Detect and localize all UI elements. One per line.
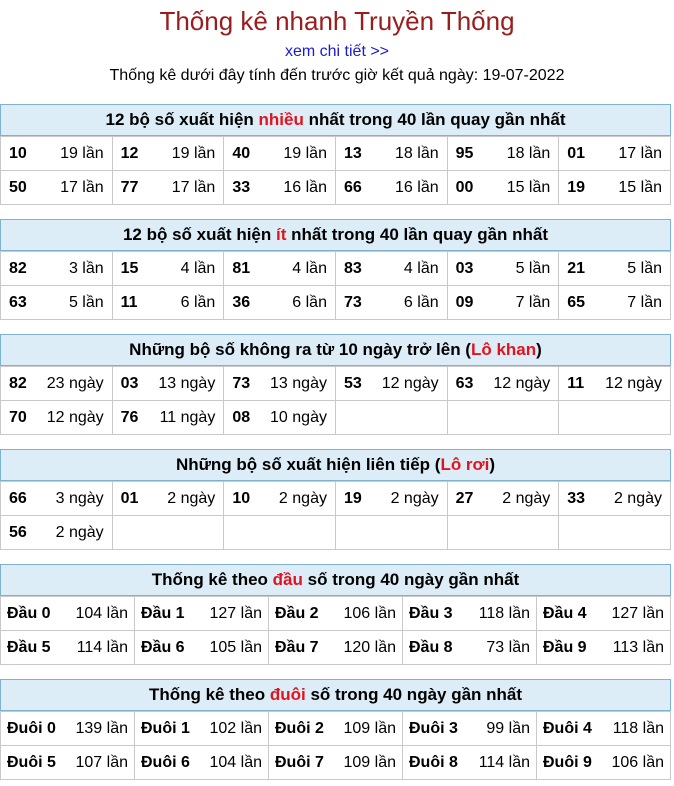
cell-count: 2 ngày xyxy=(278,489,327,507)
cell-count: 106 lần xyxy=(343,604,396,622)
heading-text: ) xyxy=(536,340,542,359)
cell-key: 82 xyxy=(9,259,27,277)
table-cell xyxy=(1,252,113,286)
table-cell xyxy=(224,516,336,550)
heading-highlight: nhiều xyxy=(258,110,304,129)
cell-count: 5 lần xyxy=(515,259,551,277)
table-cell xyxy=(135,631,269,665)
cell-key: 76 xyxy=(120,408,139,426)
table-row xyxy=(1,367,671,401)
cell-count: 19 lần xyxy=(283,144,327,162)
stats-table xyxy=(0,136,671,205)
cell-count: 104 lần xyxy=(209,753,262,771)
table-cell xyxy=(224,286,336,320)
table-cell xyxy=(559,137,671,171)
cell-key: Đầu 7 xyxy=(275,638,319,656)
cell-count: 109 lần xyxy=(343,753,396,771)
table-cell xyxy=(112,252,224,286)
table-cell xyxy=(559,482,671,516)
cell-key: Đầu 5 xyxy=(7,638,51,656)
table-cell xyxy=(403,631,537,665)
cell-key: 81 xyxy=(232,259,251,277)
cell-key: Đầu 6 xyxy=(141,638,185,656)
stats-table xyxy=(0,366,671,435)
stats-table xyxy=(0,251,671,320)
cell-key: 50 xyxy=(9,178,27,196)
heading-highlight: Lô khan xyxy=(470,340,537,359)
cell-count: 16 lần xyxy=(283,178,327,196)
page-title: Thống kê nhanh Truyền Thống xyxy=(159,6,515,36)
cell-key: 12 xyxy=(120,144,139,162)
cell-key: 11 xyxy=(567,374,585,392)
heading-text: nhất trong 40 lần quay gần nhất xyxy=(303,110,566,129)
cell-key: Đuôi 3 xyxy=(409,719,458,737)
table-cell xyxy=(1,286,113,320)
cell-key: Đuôi 4 xyxy=(543,719,592,737)
cell-key: 56 xyxy=(9,523,27,541)
table-cell xyxy=(335,252,447,286)
cell-count: 120 lần xyxy=(343,638,396,656)
table-cell xyxy=(112,137,224,171)
cell-key: Đuôi 9 xyxy=(543,753,592,771)
table-cell xyxy=(135,746,269,780)
cell-key: 01 xyxy=(567,144,586,162)
cell-key: 63 xyxy=(455,374,474,392)
cell-key: Đuôi 2 xyxy=(275,719,324,737)
cell-count: 12 ngày xyxy=(605,374,662,392)
cell-count: 10 ngày xyxy=(270,408,327,426)
cell-count: 102 lần xyxy=(209,719,262,737)
lo-khan-section xyxy=(0,334,671,435)
cell-key: 65 xyxy=(567,293,586,311)
cell-count: 19 lần xyxy=(60,144,104,162)
cell-key: 03 xyxy=(455,259,474,277)
cell-count: 114 lần xyxy=(478,753,530,771)
cell-count: 7 lần xyxy=(515,293,551,311)
heading-text: Thống kê theo xyxy=(148,685,270,704)
cell-key: 36 xyxy=(232,293,251,311)
table-cell xyxy=(269,631,403,665)
table-cell xyxy=(224,367,336,401)
dau-stats-section xyxy=(0,564,671,665)
cell-count: 12 ngày xyxy=(493,374,551,392)
table-cell xyxy=(403,597,537,631)
most-frequent-section xyxy=(0,104,671,205)
cell-count: 106 lần xyxy=(611,753,664,771)
cell-count: 17 lần xyxy=(171,178,216,196)
table-cell xyxy=(224,137,336,171)
cell-key: Đuôi 0 xyxy=(7,719,56,737)
section-heading xyxy=(0,334,671,366)
cell-count: 2 ngày xyxy=(55,523,104,541)
cell-count: 118 lần xyxy=(478,604,530,622)
table-cell xyxy=(537,631,671,665)
table-cell xyxy=(112,482,224,516)
table-cell xyxy=(559,516,671,550)
table-cell xyxy=(1,746,135,780)
cell-count: 18 lần xyxy=(506,144,551,162)
cell-count: 4 lần xyxy=(403,259,439,277)
section-heading xyxy=(0,104,671,136)
cell-count: 5 lần xyxy=(68,293,104,311)
cell-key: 63 xyxy=(9,293,27,311)
table-cell xyxy=(112,367,224,401)
cell-count: 6 lần xyxy=(292,293,327,311)
cell-key: Đầu 3 xyxy=(409,604,453,622)
heading-text: Những bộ số không ra từ 10 ngày trở lên ( xyxy=(129,340,471,359)
cell-key: 10 xyxy=(9,144,27,162)
cell-count: 127 lần xyxy=(611,604,664,622)
cell-key: 27 xyxy=(455,489,474,507)
cell-key: 53 xyxy=(343,374,362,392)
table-cell xyxy=(112,171,224,205)
heading-text: ) xyxy=(489,455,496,474)
cell-count: 13 ngày xyxy=(158,374,216,392)
cell-key: 66 xyxy=(9,489,27,507)
cell-count: 2 ngày xyxy=(613,489,662,507)
table-row xyxy=(1,746,671,780)
cell-count: 13 ngày xyxy=(270,374,327,392)
table-cell xyxy=(1,712,135,746)
cell-key: 11 xyxy=(120,293,138,311)
table-cell xyxy=(269,597,403,631)
table-cell xyxy=(559,171,671,205)
heading-text: nhất trong 40 lần quay gần nhất xyxy=(286,225,549,244)
cell-key: 21 xyxy=(567,259,586,277)
table-cell xyxy=(1,137,113,171)
cell-key: 00 xyxy=(455,178,474,196)
table-cell xyxy=(112,401,224,435)
table-row xyxy=(1,252,671,286)
cell-count: 17 lần xyxy=(60,178,104,196)
table-cell xyxy=(335,171,447,205)
cell-count: 12 ngày xyxy=(46,408,104,426)
section-heading xyxy=(0,219,671,251)
table-cell xyxy=(1,367,113,401)
cell-key: 19 xyxy=(343,489,362,507)
cell-count: 4 lần xyxy=(180,259,216,277)
section-heading xyxy=(0,449,671,481)
table-cell xyxy=(1,482,113,516)
table-cell xyxy=(224,171,336,205)
table-cell xyxy=(403,746,537,780)
table-cell xyxy=(335,367,447,401)
cell-key: 13 xyxy=(343,144,362,162)
cell-count: 18 lần xyxy=(395,144,439,162)
table-cell xyxy=(112,286,224,320)
table-cell xyxy=(559,401,671,435)
cell-count: 107 lần xyxy=(75,753,128,771)
stats-date-note: Thống kê dưới đây tính đến trước giờ kết quả ngày: 19-07-2022 xyxy=(109,67,565,84)
cell-count: 4 lần xyxy=(292,259,327,277)
cell-count: 127 lần xyxy=(209,604,262,622)
cell-key: 77 xyxy=(120,178,139,196)
cell-key: 33 xyxy=(567,489,586,507)
table-row xyxy=(1,516,671,550)
cell-count: 3 ngày xyxy=(55,489,104,507)
table-row xyxy=(1,137,671,171)
cell-count: 105 lần xyxy=(209,638,262,656)
table-cell xyxy=(1,171,113,205)
table-cell xyxy=(335,516,447,550)
cell-count: 12 ngày xyxy=(381,374,439,392)
cell-count: 23 ngày xyxy=(46,374,104,392)
table-row xyxy=(1,286,671,320)
table-cell xyxy=(559,286,671,320)
heading-text: 12 bộ số xuất hiện xyxy=(105,110,259,129)
heading-highlight: đầu xyxy=(272,570,303,589)
cell-count: 104 lần xyxy=(75,604,128,622)
table-cell xyxy=(537,746,671,780)
cell-key: 66 xyxy=(343,178,362,196)
cell-key: Đầu 2 xyxy=(275,604,319,622)
table-cell xyxy=(269,712,403,746)
cell-key: Đuôi 8 xyxy=(409,753,458,771)
cell-key: 95 xyxy=(455,144,474,162)
cell-count: 15 lần xyxy=(618,178,662,196)
cell-key: Đuôi 1 xyxy=(141,719,190,737)
table-cell xyxy=(335,286,447,320)
table-row xyxy=(1,597,671,631)
table-cell xyxy=(559,367,671,401)
cell-key: Đuôi 7 xyxy=(275,753,324,771)
cell-count: 73 lần xyxy=(486,638,530,656)
section-heading xyxy=(0,679,671,711)
cell-count: 109 lần xyxy=(343,719,396,737)
least-frequent-section xyxy=(0,219,671,320)
cell-count: 99 lần xyxy=(486,719,530,737)
table-cell xyxy=(447,252,559,286)
table-cell xyxy=(403,712,537,746)
heading-highlight: đuôi xyxy=(269,685,306,704)
cell-key: 40 xyxy=(232,144,251,162)
table-cell xyxy=(224,401,336,435)
table-cell xyxy=(335,482,447,516)
lo-roi-section xyxy=(0,449,671,550)
cell-key: 83 xyxy=(343,259,362,277)
table-row xyxy=(1,401,671,435)
cell-count: 3 lần xyxy=(68,259,104,277)
cell-key: 10 xyxy=(232,489,251,507)
cell-count: 5 lần xyxy=(627,259,662,277)
heading-text: số trong 40 ngày gần nhất xyxy=(305,685,523,704)
table-cell xyxy=(335,401,447,435)
cell-key: 08 xyxy=(232,408,251,426)
cell-key: 73 xyxy=(343,293,362,311)
cell-count: 6 lần xyxy=(403,293,439,311)
table-row xyxy=(1,171,671,205)
cell-count: 2 ngày xyxy=(167,489,216,507)
cell-count: 16 lần xyxy=(395,178,439,196)
stats-table xyxy=(0,711,671,780)
cell-key: 33 xyxy=(232,178,251,196)
table-row xyxy=(1,712,671,746)
table-row xyxy=(1,482,671,516)
table-cell xyxy=(447,367,559,401)
table-cell xyxy=(1,631,135,665)
cell-key: 70 xyxy=(9,408,27,426)
heading-text: Thống kê theo xyxy=(151,570,273,589)
table-cell xyxy=(335,137,447,171)
table-cell xyxy=(269,746,403,780)
section-heading xyxy=(0,564,671,596)
cell-key: 73 xyxy=(232,374,251,392)
table-cell xyxy=(224,482,336,516)
cell-key: Đuôi 6 xyxy=(141,753,190,771)
table-cell xyxy=(559,252,671,286)
table-cell xyxy=(447,401,559,435)
heading-highlight: ít xyxy=(276,225,287,244)
table-row xyxy=(1,631,671,665)
table-cell xyxy=(537,597,671,631)
cell-count: 7 lần xyxy=(627,293,662,311)
heading-highlight: Lô rơi xyxy=(440,455,490,474)
cell-count: 17 lần xyxy=(618,144,662,162)
heading-text: Những bộ số xuất hiện liên tiếp ( xyxy=(175,455,441,474)
cell-key: Đầu 0 xyxy=(7,604,51,622)
table-cell xyxy=(1,597,135,631)
table-cell xyxy=(135,712,269,746)
table-cell xyxy=(447,482,559,516)
cell-count: 2 ngày xyxy=(390,489,439,507)
cell-key: 09 xyxy=(455,293,474,311)
cell-key: Đuôi 5 xyxy=(7,753,56,771)
cell-key: 03 xyxy=(120,374,139,392)
cell-key: 01 xyxy=(120,489,139,507)
table-cell xyxy=(447,516,559,550)
view-details-link[interactable]: xem chi tiết >> xyxy=(284,43,390,60)
cell-key: Đầu 4 xyxy=(543,604,587,622)
cell-key: Đầu 8 xyxy=(409,638,453,656)
table-cell xyxy=(135,597,269,631)
cell-key: 82 xyxy=(9,374,27,392)
table-cell xyxy=(1,516,113,550)
cell-count: 139 lần xyxy=(75,719,128,737)
table-cell xyxy=(1,401,113,435)
stats-table xyxy=(0,596,671,665)
heading-text: số trong 40 ngày gần nhất xyxy=(302,570,520,589)
cell-count: 2 ngày xyxy=(502,489,551,507)
table-cell xyxy=(447,171,559,205)
table-cell xyxy=(224,252,336,286)
cell-key: 19 xyxy=(567,178,586,196)
page-header xyxy=(0,0,674,86)
cell-count: 113 lần xyxy=(612,638,664,656)
table-cell xyxy=(447,137,559,171)
cell-count: 19 lần xyxy=(171,144,216,162)
table-cell xyxy=(112,516,224,550)
stats-table xyxy=(0,481,671,550)
duoi-stats-section xyxy=(0,679,671,780)
cell-count: 15 lần xyxy=(506,178,551,196)
cell-count: 118 lần xyxy=(612,719,664,737)
heading-text: 12 bộ số xuất hiện xyxy=(122,225,276,244)
cell-count: 11 ngày xyxy=(159,408,216,426)
cell-key: 15 xyxy=(120,259,139,277)
cell-count: 114 lần xyxy=(76,638,128,656)
table-cell xyxy=(537,712,671,746)
table-cell xyxy=(447,286,559,320)
cell-key: Đầu 1 xyxy=(141,604,185,622)
cell-count: 6 lần xyxy=(180,293,216,311)
cell-key: Đầu 9 xyxy=(543,638,587,656)
